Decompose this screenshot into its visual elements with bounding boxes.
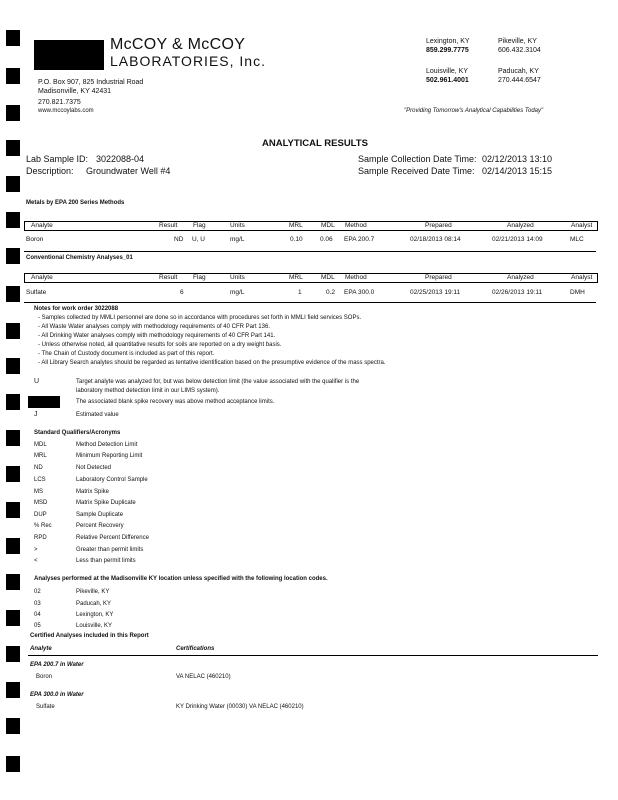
location-louisville-phone: 502.961.4001 xyxy=(426,77,469,84)
row-prepared: 02/25/2013 19:11 xyxy=(410,289,461,296)
col-mdl: MDL xyxy=(321,274,335,281)
qualifier-code: DUP xyxy=(34,512,47,518)
qualifier-code: LCS xyxy=(34,477,46,483)
col-analyzed: Analyzed xyxy=(507,222,534,229)
column-header-row-2 xyxy=(24,273,598,283)
binder-mark xyxy=(6,105,20,121)
col-result: Result xyxy=(159,222,178,229)
row-analyst: DMH xyxy=(570,289,585,296)
col-mrl: MRL xyxy=(289,222,303,229)
qualifiers-title: Standard Qualifiers/Acronyms xyxy=(34,430,121,436)
row-analyte: Sulfate xyxy=(26,289,47,296)
binder-mark xyxy=(6,502,20,518)
binder-mark xyxy=(6,756,20,772)
qualifier-code: < xyxy=(34,558,38,564)
location-code-text: Lexington, KY xyxy=(76,612,114,618)
col-flag: Flag xyxy=(193,274,206,281)
flag-text: The associated blank spike recovery was above method acceptance limits. xyxy=(76,399,275,405)
qualifier-text: Relative Percent Difference xyxy=(76,535,149,541)
col-analyst: Analyst xyxy=(571,222,593,229)
table-row xyxy=(24,289,596,298)
location-code: 05 xyxy=(34,623,41,629)
note-item: - All Library Search analytes should be regarded as tentative identification based on the presumptive evidence of the mass spectra. xyxy=(38,360,386,366)
row-method: EPA 200.7 xyxy=(344,236,375,243)
company-name: McCOY & McCOY xyxy=(110,36,246,53)
report-title: ANALYTICAL RESULTS xyxy=(262,138,368,149)
certified-analyte: Sulfate xyxy=(36,704,55,710)
qualifier-text: Percent Recovery xyxy=(76,523,124,529)
collection-value: 02/12/2013 13:10 xyxy=(482,154,553,164)
description-label: Description: xyxy=(26,166,74,176)
note-item: - All Drinking Water analyses comply with methodology requirements of 40 CFR Part 141. xyxy=(38,333,276,339)
col-method: Method xyxy=(345,274,367,281)
row-result: ND xyxy=(174,236,184,243)
note-item: - All Waste Water analyses comply with methodology requirements of 40 CFR Part 136. xyxy=(38,324,270,330)
table-row xyxy=(24,236,596,245)
certified-analyte: Boron xyxy=(36,674,53,680)
binder-mark xyxy=(6,248,20,264)
qualifier-code: MRL xyxy=(34,453,47,459)
certified-cert: KY Drinking Water (00030) VA NELAC (460210) xyxy=(176,704,304,710)
flag-code: J xyxy=(34,411,38,418)
binder-mark xyxy=(6,30,20,46)
location-code: 04 xyxy=(34,612,41,618)
qualifier-code: % Rec xyxy=(34,523,52,529)
location-codes-title: Analyses performed at the Madisonville KY location unless specified with the following location codes. xyxy=(34,576,328,582)
col-analyte: Analyte xyxy=(31,222,53,229)
binder-mark xyxy=(6,286,20,302)
qualifier-text: Less than permit limits xyxy=(76,558,136,564)
row-units: mg/L xyxy=(230,236,245,243)
lab-sample-label: Lab Sample ID: xyxy=(26,154,89,164)
location-code: 03 xyxy=(34,601,41,607)
binder-mark xyxy=(6,718,20,734)
binder-mark xyxy=(6,212,20,228)
redacted-block xyxy=(28,396,60,408)
divider xyxy=(24,302,596,303)
col-analyzed: Analyzed xyxy=(507,274,534,281)
col-analyte: Analyte xyxy=(31,274,53,281)
section-title-conventional: Conventional Chemistry Analyses_01 xyxy=(26,255,133,261)
qualifier-code: MS xyxy=(34,489,43,495)
certified-method: EPA 300.0 in Water xyxy=(30,692,84,698)
location-code-text: Louisville, KY xyxy=(76,623,113,629)
binder-mark xyxy=(6,140,20,156)
flag-text: Target analyte was analyzed for, but was below detection limit (the value associated with the qualifier is the xyxy=(76,379,360,385)
divider xyxy=(24,251,596,252)
row-units: mg/L xyxy=(230,289,245,296)
col-result: Result xyxy=(159,274,178,281)
row-mrl: 0.10 xyxy=(290,236,303,243)
section-title-metals: Metals by EPA 200 Series Methods xyxy=(26,200,125,206)
qualifier-text: Laboratory Control Sample xyxy=(76,477,148,483)
qualifier-text: Not Detected xyxy=(76,465,112,471)
qualifier-text: Matrix Spike Duplicate xyxy=(76,500,136,506)
redacted-logo xyxy=(34,40,104,70)
divider xyxy=(28,655,598,656)
binder-mark xyxy=(6,538,20,554)
company-name-2: LABORATORIES, Inc. xyxy=(110,53,266,69)
qualifier-text: Method Detection Limit xyxy=(76,442,138,448)
certified-cert: VA NELAC (460210) xyxy=(176,674,231,680)
row-analyzed: 02/21/2013 14:09 xyxy=(492,236,543,243)
company-address-1: P.O. Box 907, 825 Industrial Road xyxy=(38,79,144,86)
location-pikeville-phone: 606.432.3104 xyxy=(498,47,541,54)
note-item: - Samples collected by MMLI personnel are done so in accordance with procedures set forth in MMLI field services SOPs. xyxy=(38,315,362,321)
received-label: Sample Received Date Time: xyxy=(358,166,475,176)
binder-mark xyxy=(6,682,20,698)
note-item: - Unless otherwise noted, all quantitative results for soils are reported on a dry weight basis. xyxy=(38,342,282,348)
col-flag: Flag xyxy=(193,222,206,229)
qualifier-code: MDL xyxy=(34,442,47,448)
collection-label: Sample Collection Date Time: xyxy=(358,154,477,164)
col-prepared: Prepared xyxy=(425,222,452,229)
location-paducah-phone: 270.444.6547 xyxy=(498,77,541,84)
binder-mark xyxy=(6,176,20,192)
col-method: Method xyxy=(345,222,367,229)
qualifier-text: Minimum Reporting Limit xyxy=(76,453,143,459)
col-analyst: Analyst xyxy=(571,274,593,281)
binder-mark xyxy=(6,394,20,410)
row-flag: U, U xyxy=(192,236,205,243)
location-paducah-city: Paducah, KY xyxy=(498,68,539,75)
qualifier-text: Matrix Spike xyxy=(76,489,110,495)
location-code-text: Paducah, KY xyxy=(76,601,112,607)
binder-mark xyxy=(6,430,20,446)
row-mrl: 1 xyxy=(298,289,302,296)
binder-mark xyxy=(6,323,20,339)
binder-mark xyxy=(6,358,20,374)
row-method: EPA 300.0 xyxy=(344,289,375,296)
location-lexington-city: Lexington, KY xyxy=(426,38,470,45)
row-result: 6 xyxy=(180,289,184,296)
company-tagline: "Providing Tomorrow's Analytical Capabilities Today" xyxy=(404,108,544,114)
received-value: 02/14/2013 15:15 xyxy=(482,166,553,176)
company-phone: 270.821.7375 xyxy=(38,99,81,106)
binder-mark xyxy=(6,574,20,590)
description-value: Groundwater Well #4 xyxy=(86,166,171,176)
notes-title: Notes for work order 3022088 xyxy=(34,306,119,312)
col-mrl: MRL xyxy=(289,274,303,281)
qualifier-code: > xyxy=(34,547,38,553)
flag-code: U xyxy=(34,378,40,385)
row-analyst: MLC xyxy=(570,236,584,243)
certified-title: Certified Analyses included in this Report xyxy=(30,633,149,639)
qualifier-text: Sample Duplicate xyxy=(76,512,124,518)
flag-text: laboratory method detection limit in our LIMS system). xyxy=(76,388,220,394)
note-item: - The Chain of Custody document is included as part of this report. xyxy=(38,351,215,357)
location-code-text: Pikeville, KY xyxy=(76,589,110,595)
qualifier-text: Greater than permit limits xyxy=(76,547,144,553)
certified-col-certifications: Certifications xyxy=(176,646,215,652)
location-code: 02 xyxy=(34,589,41,595)
binder-mark xyxy=(6,68,20,84)
certified-method: EPA 200.7 in Water xyxy=(30,662,84,668)
lab-sample-id: 3022088-04 xyxy=(96,154,145,164)
certified-col-analyte: Analyte xyxy=(30,646,52,652)
location-louisville-city: Louisville, KY xyxy=(426,68,469,75)
col-mdl: MDL xyxy=(321,222,335,229)
location-pikeville-city: Pikeville, KY xyxy=(498,38,537,45)
binder-mark xyxy=(6,610,20,626)
binder-mark xyxy=(6,466,20,482)
row-analyzed: 02/26/2013 19:11 xyxy=(492,289,543,296)
row-prepared: 02/18/2013 08:14 xyxy=(410,236,461,243)
row-analyte: Boron xyxy=(26,236,44,243)
qualifier-code: ND xyxy=(34,465,43,471)
binder-mark xyxy=(6,646,20,662)
col-units: Units xyxy=(230,274,245,281)
flag-text: Estimated value xyxy=(76,412,119,418)
company-web: www.mccoylabs.com xyxy=(38,108,94,114)
col-prepared: Prepared xyxy=(425,274,452,281)
location-lexington-phone: 859.299.7775 xyxy=(426,47,469,54)
column-header-row-1 xyxy=(24,221,598,231)
qualifier-code: RPD xyxy=(34,535,47,541)
qualifier-code: MSD xyxy=(34,500,48,506)
row-mdl: 0.2 xyxy=(326,289,336,296)
row-mdl: 0.06 xyxy=(320,236,333,243)
col-units: Units xyxy=(230,222,245,229)
company-address-2: Madisonville, KY 42431 xyxy=(38,88,112,95)
